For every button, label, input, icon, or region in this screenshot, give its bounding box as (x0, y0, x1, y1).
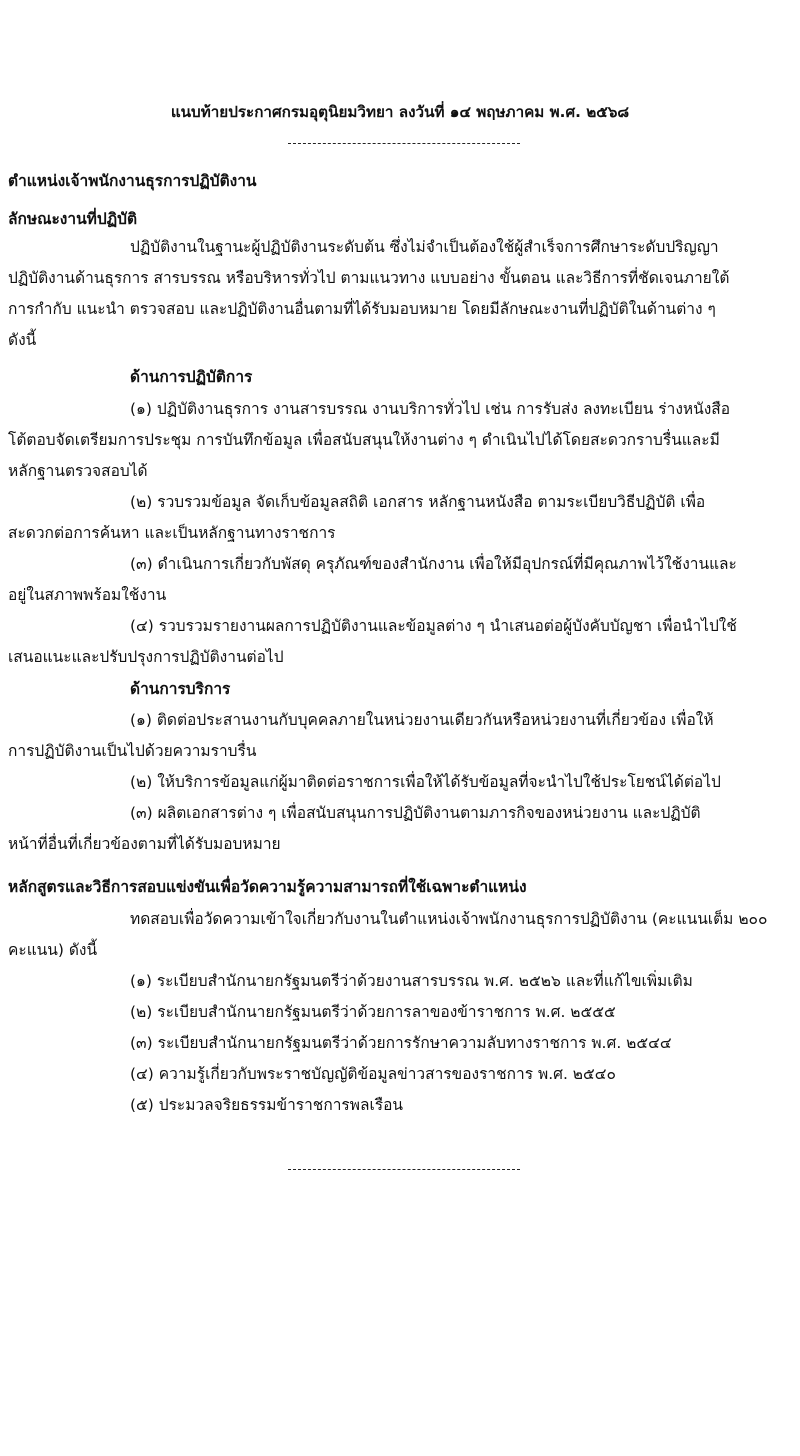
exam-intro-line: คะแนน) ดังนี้ (8, 941, 98, 959)
title-divider (288, 143, 520, 144)
services-line: การปฏิบัติงานเป็นไปด้วยความราบรื่น (8, 742, 257, 760)
services-line: (๒) ให้บริการข้อมูลแก่ผู้มาติดต่อราชการเพื่อให้ได้รับข้อมูลที่จะนำไปใช้ประโยชน์ได้ต่อไป (130, 773, 721, 791)
operations-line: สะดวกต่อการค้นหา และเป็นหลักฐานทางราชการ (8, 524, 336, 542)
exam-item: (๑) ระเบียบสำนักนายกรัฐมนตรีว่าด้วยงานสารบรรณ พ.ศ. ๒๕๒๖ และที่แก้ไขเพิ่มเติม (130, 972, 693, 990)
exam-item: (๕) ประมวลจริยธรรมข้าราชการพลเรือน (130, 1096, 403, 1114)
duties-intro-line: การกำกับ แนะนำ ตรวจสอบ และปฏิบัติงานอื่นตามที่ได้รับมอบหมาย โดยมีลักษณะงานที่ปฏิบัติในด้านต่าง ๆ (8, 300, 716, 318)
operations-line: (๔) รวบรวมรายงานผลการปฏิบัติงานและข้อมูลต่าง ๆ นำเสนอต่อผู้บังคับบัญชา เพื่อนำไปใช้ (130, 617, 737, 635)
exam-item: (๓) ระเบียบสำนักนายกรัฐมนตรีว่าด้วยการรักษาความลับทางราชการ พ.ศ. ๒๕๔๔ (130, 1034, 672, 1052)
duties-intro-line: ปฏิบัติงานในฐานะผู้ปฏิบัติงานระดับต้น ซึ่งไม่จำเป็นต้องใช้ผู้สำเร็จการศึกษาระดับปริญญา (130, 238, 719, 256)
services-line: (๑) ติดต่อประสานงานกับบุคคลภายในหน่วยงานเดียวกันหรือหน่วยงานที่เกี่ยวข้อง เพื่อให้ (130, 711, 714, 729)
exam-heading: หลักสูตรและวิธีการสอบแข่งขันเพื่อวัดความรู้ความสามารถที่ใช้เฉพาะตำแหน่ง (8, 878, 527, 896)
exam-item: (๒) ระเบียบสำนักนายกรัฐมนตรีว่าด้วยการลาของข้าราชการ พ.ศ. ๒๕๕๕ (130, 1003, 616, 1021)
operations-line: (๓) ดำเนินการเกี่ยวกับพัสดุ ครุภัณฑ์ของสำนักงาน เพื่อให้มีอุปกรณ์ที่มีคุณภาพไว้ใช้งานและ (130, 555, 737, 573)
end-divider (288, 1169, 520, 1170)
operations-line: เสนอแนะและปรับปรุงการปฏิบัติงานต่อไป (8, 648, 284, 666)
operations-line: (๒) รวบรวมข้อมูล จัดเก็บข้อมูลสถิติ เอกสาร หลักฐานหนังสือ ตามระเบียบวิธีปฏิบัติ เพื่อ (130, 493, 706, 511)
position-title: ตำแหน่งเจ้าพนักงานธุรการปฏิบัติงาน (8, 172, 257, 190)
announcement-title: แนบท้ายประกาศกรมอุตุนิยมวิทยา ลงวันที่ ๑๔ พฤษภาคม พ.ศ. ๒๕๖๘ (170, 103, 630, 121)
duties-intro-line: ปฏิบัติงานด้านธุรการ สารบรรณ หรือบริหารทั่วไป ตามแนวทาง แบบอย่าง ขั้นตอน และวิธีการที่ชัดเจนภายใต้ (8, 269, 730, 287)
services-line: หน้าที่อื่นที่เกี่ยวข้องตามที่ได้รับมอบหมาย (8, 835, 281, 853)
duties-intro-line: ดังนี้ (8, 331, 37, 349)
operations-line: โต้ตอบจัดเตรียมการประชุม การบันทึกข้อมูล เพื่อสนับสนุนให้งานต่าง ๆ ดำเนินไปได้โดยสะดวกราบรื่นและมี (8, 431, 720, 449)
operations-heading: ด้านการปฏิบัติการ (130, 368, 253, 386)
operations-line: อยู่ในสภาพพร้อมใช้งาน (8, 586, 167, 604)
operations-line: หลักฐานตรวจสอบได้ (8, 462, 148, 480)
operations-line: (๑) ปฏิบัติงานธุรการ งานสารบรรณ งานบริการทั่วไป เช่น การรับส่ง ลงทะเบียน ร่างหนังสือ (130, 400, 731, 418)
duties-heading: ลักษณะงานที่ปฏิบัติ (8, 210, 138, 228)
services-heading: ด้านการบริการ (130, 680, 231, 698)
services-line: (๓) ผลิตเอกสารต่าง ๆ เพื่อสนับสนุนการปฏิบัติงานตามภารกิจของหน่วยงาน และปฏิบัติ (130, 804, 701, 822)
exam-item: (๔) ความรู้เกี่ยวกับพระราชบัญญัติข้อมูลข่าวสารของราชการ พ.ศ. ๒๕๔๐ (130, 1065, 616, 1083)
exam-intro-line: ทดสอบเพื่อวัดความเข้าใจเกี่ยวกับงานในตำแหน่งเจ้าพนักงานธุรการปฏิบัติงาน (คะแนนเต็ม ๒๐๐ (130, 910, 768, 928)
